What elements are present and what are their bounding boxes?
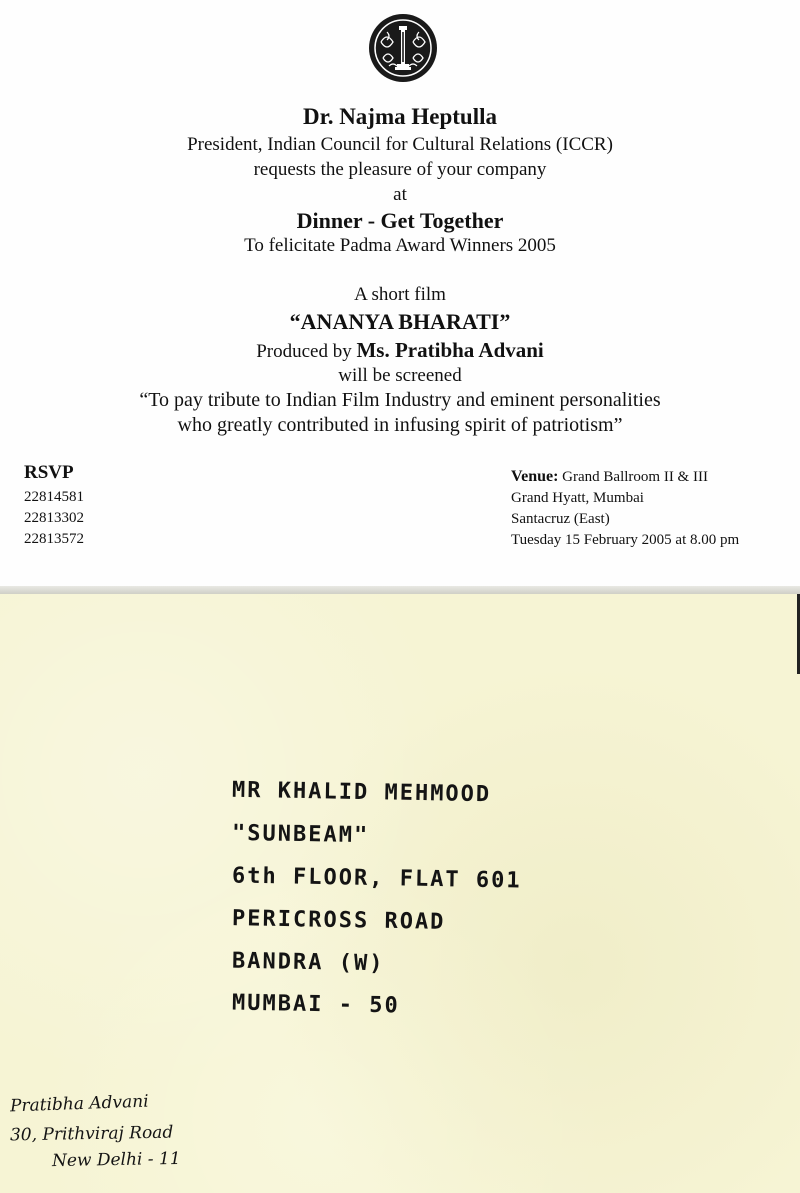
venue-line-1 — [511, 466, 739, 488]
film-intro: A short film — [354, 284, 446, 305]
sender-city: New Delhi - 11 — [51, 1148, 181, 1172]
producer-name: Ms. Pratibha Advani — [356, 338, 544, 362]
tribute-line-1: “To pay tribute to Indian Film Industry and eminent personalities — [139, 389, 661, 411]
host-title: President, Indian Council for Cultural Relations (ICCR) — [187, 134, 613, 155]
card-edge-shadow — [0, 586, 800, 594]
produced-by-line — [0, 338, 800, 363]
recipient-building: "SUNBEAM" — [231, 820, 370, 849]
event-purpose: To felicitate Padma Award Winners 2005 — [244, 235, 556, 256]
rsvp-block — [24, 462, 84, 550]
film-title: “ANANYA BHARATI” — [289, 309, 511, 334]
recipient-road: PERICROSS ROAD — [231, 906, 446, 935]
tribute-line-2: who greatly contributed in infusing spirit of patriotism” — [177, 414, 623, 436]
sender-name: Pratibha Advani — [9, 1091, 149, 1117]
rsvp-number: 22813572 — [24, 531, 84, 547]
venue-line-3: Santacruz (East) — [511, 511, 610, 527]
recipient-city: MUMBAI - 50 — [231, 990, 400, 1019]
venue-block — [511, 466, 739, 551]
produced-by-prefix: Produced by — [256, 341, 352, 362]
screened-line: will be screened — [338, 365, 462, 386]
recipient-area: BANDRA (W) — [231, 948, 385, 977]
request-line: requests the pleasure of your company — [253, 159, 547, 180]
sender-street: 30, Prithviraj Road — [9, 1122, 174, 1146]
host-name: Dr. Najma Heptulla — [302, 104, 497, 129]
iccr-emblem-icon — [367, 12, 439, 84]
venue-date-time: Tuesday 15 February 2005 at 8.00 pm — [511, 532, 740, 548]
rsvp-number: 22813302 — [24, 510, 84, 526]
recipient-floor: 6th FLOOR, FLAT 601 — [231, 863, 522, 894]
recipient-name: MR KHALID MEHMOOD — [231, 777, 492, 808]
venue-hall: Grand Ballroom II & III — [562, 469, 708, 485]
rsvp-label: RSVP — [24, 462, 74, 483]
event-name: Dinner - Get Together — [296, 208, 504, 233]
rsvp-number: 22814581 — [24, 489, 84, 505]
venue-label: Venue: — [511, 468, 559, 485]
venue-line-2: Grand Hyatt, Mumbai — [511, 490, 644, 506]
at-line: at — [393, 184, 407, 205]
invitation-card — [0, 0, 800, 590]
